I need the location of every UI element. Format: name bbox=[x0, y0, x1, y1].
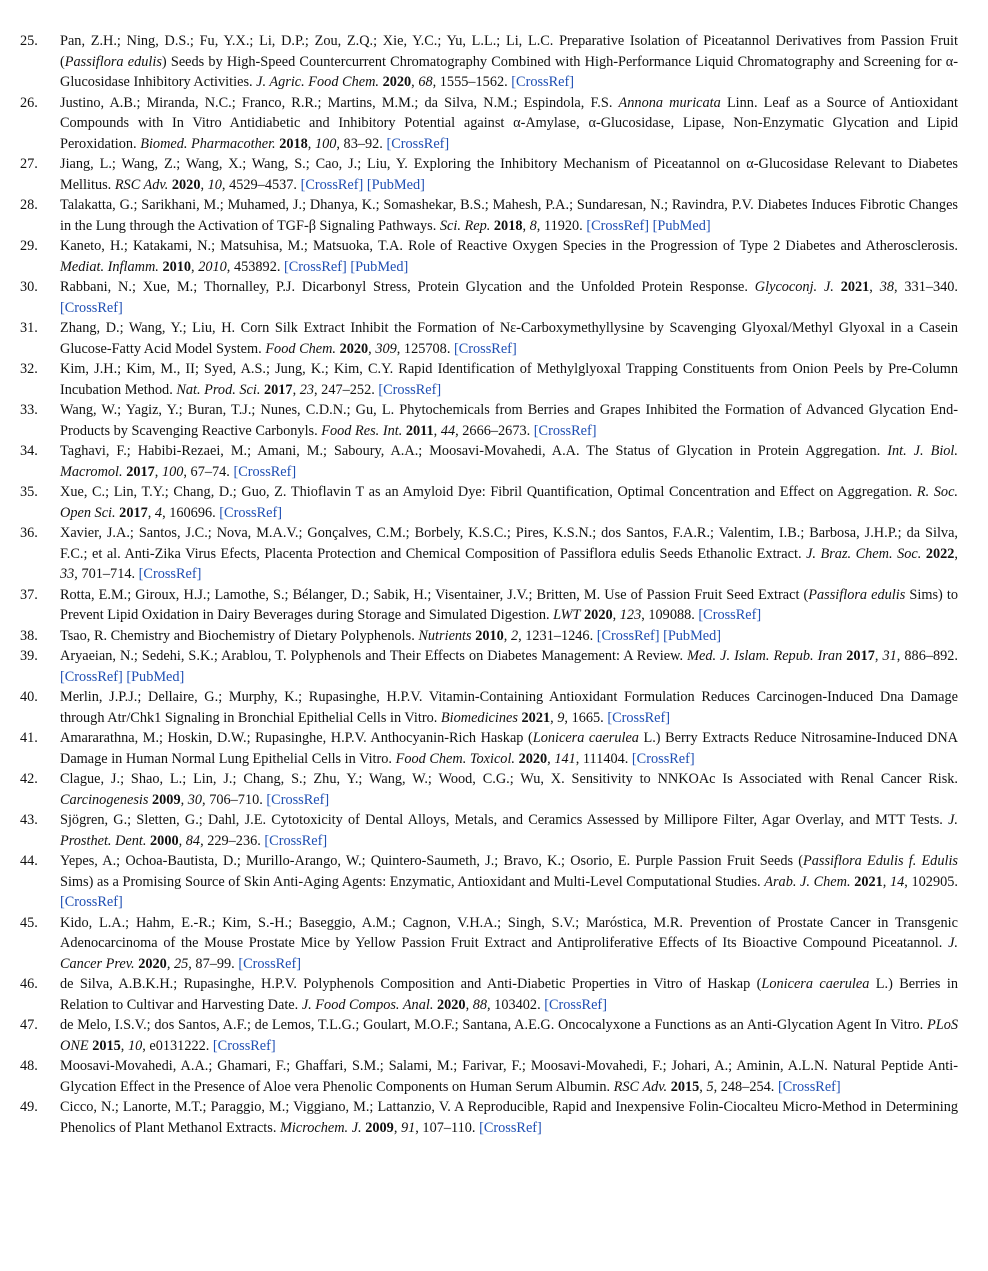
reference-text-segment: Rabbani, N.; Xue, M.; Thornalley, P.J. Dicarbonyl Stress, Protein Glycation and the Unfolded Protein Response. bbox=[60, 279, 755, 295]
reference-text-segment: , bbox=[522, 217, 530, 234]
crossref-link[interactable]: [CrossRef] bbox=[631, 750, 695, 767]
crossref-link[interactable]: [CrossRef] bbox=[283, 258, 347, 275]
reference-entry bbox=[20, 687, 958, 728]
reference-text-segment: , bbox=[180, 791, 188, 808]
reference-list bbox=[20, 31, 958, 1138]
reference-number: 48. bbox=[20, 1058, 38, 1074]
reference-year: 2020 bbox=[382, 74, 412, 90]
reference-number: 26. bbox=[20, 94, 38, 111]
reference-text-segment: , 247–252. bbox=[314, 381, 379, 398]
reference-text-segment: , 107–110. bbox=[415, 1119, 480, 1136]
reference-year: 2018 bbox=[493, 217, 523, 234]
reference-text-segment: , bbox=[465, 996, 473, 1013]
reference-number: 45. bbox=[20, 914, 38, 931]
reference-text-segment: Kim, J.H.; Kim, M., II; Syed, A.S.; Jung, K.; Kim, C.Y. Rapid Identification of Methylglyoxal Trapping Constituents from Onion Peels by Pre-Column Incubation Method. bbox=[60, 361, 958, 398]
reference-italic-text: 88 bbox=[472, 996, 488, 1013]
reference-entry bbox=[20, 236, 958, 277]
reference-text bbox=[60, 279, 958, 316]
reference-entry bbox=[20, 851, 958, 913]
crossref-link[interactable]: [CrossRef] bbox=[511, 74, 575, 90]
crossref-link[interactable]: [CrossRef] bbox=[266, 791, 330, 808]
reference-text-segment bbox=[834, 279, 841, 295]
reference-italic-text: LWT bbox=[553, 607, 581, 623]
reference-italic-text: 30 bbox=[187, 791, 203, 808]
pubmed-link[interactable]: [PubMed] bbox=[652, 217, 711, 234]
reference-text bbox=[60, 320, 958, 357]
pubmed-link[interactable]: [PubMed] bbox=[663, 627, 722, 644]
reference-text bbox=[60, 1017, 958, 1054]
reference-italic-text: 23 bbox=[299, 381, 315, 398]
reference-text-segment: , bbox=[191, 258, 199, 275]
reference-text-segment: Sjögren, G.; Sletten, G.; Dahl, J.E. Cytotoxicity of Dental Alloys, Metals, and Ceramics Assessed by Millipore Filter, Agar Overlay, and MTT Tests. bbox=[60, 812, 949, 828]
reference-text-segment: , 229–236. bbox=[200, 832, 265, 849]
reference-text-segment: , bbox=[433, 422, 441, 439]
reference-entry bbox=[20, 769, 958, 810]
crossref-link[interactable]: [CrossRef] bbox=[233, 463, 297, 480]
reference-italic-text: 91 bbox=[400, 1119, 416, 1136]
reference-text-segment: , 102905. bbox=[904, 873, 958, 890]
reference-text bbox=[60, 525, 958, 582]
reference-text-segment: , 103402. bbox=[487, 996, 545, 1013]
reference-italic-text: J. Food Compos. Anal. bbox=[301, 996, 434, 1013]
reference-number: 36. bbox=[20, 525, 38, 541]
crossref-link[interactable]: [CrossRef] bbox=[698, 607, 762, 623]
reference-text-segment: Kido, L.A.; Hahm, E.-R.; Kim, S.-H.; Baseggio, A.M.; Cagnon, V.H.A.; Singh, S.V.; Maróstica, M.R. Prevention of Prostate Cancer in Transgenic Adenocarcinoma of the Mouse Prostate Mice by Yellow Passion Fruit Extract and Antiproliferative Effects of Its Bioactive Compound Piceatannol. bbox=[60, 914, 958, 951]
reference-year: 2010 bbox=[162, 258, 192, 275]
reference-text-segment: , 2666–2673. bbox=[455, 422, 534, 439]
reference-text-segment: Aryaeian, N.; Sedehi, S.K.; Arablou, T. Polyphenols and Their Effects on Diabetes Management: A Review. bbox=[60, 648, 688, 664]
reference-entry bbox=[20, 318, 958, 359]
reference-text-segment: Pan, Z.H.; Ning, D.S.; Fu, Y.X.; Li, D.P.; Zou, Z.Q.; Xie, Y.C.; Yu, L.L.; Li, L.C. Preparative Isolation of Piceatannol Derivatives from Passion Fruit ( bbox=[60, 33, 958, 70]
reference-number: 41. bbox=[20, 730, 38, 746]
reference-italic-text: 38 bbox=[879, 279, 894, 295]
reference-text bbox=[60, 443, 958, 480]
reference-text-segment: Justino, A.B.; Miranda, N.C.; Franco, R.R.; Martins, M.M.; da Silva, N.M.; Espindola, F.S. bbox=[60, 94, 619, 111]
reference-entry bbox=[20, 359, 958, 400]
reference-italic-text: 14 bbox=[890, 873, 905, 890]
reference-text-segment: , bbox=[292, 381, 300, 398]
reference-entry bbox=[20, 913, 958, 975]
reference-year: 2015 bbox=[92, 1037, 121, 1054]
reference-italic-text: 123 bbox=[619, 607, 642, 623]
reference-entry bbox=[20, 810, 958, 851]
reference-italic-text: 68 bbox=[418, 74, 433, 90]
reference-italic-text: Lonicera caerulea bbox=[761, 976, 870, 992]
reference-entry bbox=[20, 523, 958, 585]
reference-text-segment: , bbox=[882, 873, 890, 890]
reference-italic-text: Microchem. J. bbox=[279, 1119, 362, 1136]
reference-text-segment: Kaneto, H.; Katakami, N.; Matsuhisa, M.; Matsuoka, T.A. Role of Reactive Oxygen Species in the Progression of Type 2 Diabetes and Atherosclerosis. bbox=[60, 238, 958, 254]
reference-text-segment: , 706–710. bbox=[202, 791, 267, 808]
pubmed-link[interactable]: [PubMed] bbox=[366, 176, 425, 193]
reference-text-segment: Moosavi-Movahedi, A.A.; Ghamari, F.; Ghaffari, S.M.; Salami, M.; Farivar, F.; Moosavi-Movahedi, F.; Johari, A.; Aminin, A.L.N. Natural Peptide Anti-Glycation Effect in the Presence of Aloe vera Phenolic Components on Human Serum Albumin. bbox=[60, 1058, 958, 1095]
reference-text-segment: , bbox=[550, 709, 558, 726]
reference-number: 25. bbox=[20, 33, 38, 49]
reference-text-segment: , bbox=[166, 955, 174, 972]
crossref-link[interactable]: [CrossRef] bbox=[533, 422, 597, 439]
reference-text bbox=[60, 484, 958, 521]
reference-number: 44. bbox=[20, 853, 38, 869]
reference-number: 32. bbox=[20, 361, 38, 377]
pubmed-link[interactable]: [PubMed] bbox=[126, 668, 185, 685]
reference-italic-text: Int. J. Biol. Macromol. bbox=[60, 443, 958, 480]
reference-italic-text: Food Res. Int. bbox=[321, 422, 403, 439]
crossref-link[interactable]: [CrossRef] bbox=[596, 627, 660, 644]
reference-text-segment: ) Seeds by High-Speed Countercurrent Chromatography Combined with High-Performance Liquid Chromatography and Screening for α-Glucosidase Inhibitory Activities. bbox=[60, 53, 958, 90]
reference-text-segment: , e0131222. bbox=[142, 1037, 213, 1054]
crossref-link[interactable]: [CrossRef] bbox=[60, 894, 123, 910]
reference-text bbox=[60, 771, 958, 808]
crossref-link[interactable]: [CrossRef] bbox=[300, 176, 364, 193]
reference-year: 2017 bbox=[119, 504, 148, 521]
reference-entry bbox=[20, 646, 958, 687]
reference-italic-text: RSC Adv. bbox=[613, 1078, 668, 1095]
reference-text-segment: , bbox=[954, 545, 958, 562]
reference-text-segment: , 83–92. bbox=[336, 135, 387, 152]
reference-italic-text: Passiflora Edulis f. Edulis bbox=[803, 853, 958, 869]
reference-number: 31. bbox=[20, 320, 38, 336]
reference-year: 2000 bbox=[150, 832, 179, 849]
reference-italic-text: J. Cancer Prev. bbox=[60, 935, 958, 972]
reference-number: 29. bbox=[20, 238, 38, 254]
reference-number: 49. bbox=[20, 1099, 38, 1115]
reference-italic-text: 141 bbox=[554, 750, 576, 767]
reference-text-segment: , bbox=[178, 832, 186, 849]
reference-italic-text: 8 bbox=[529, 217, 537, 234]
reference-text bbox=[60, 976, 958, 1013]
reference-text-segment: , 248–254. bbox=[713, 1078, 778, 1095]
reference-italic-text: 100 bbox=[314, 135, 337, 152]
reference-year: 2017 bbox=[263, 381, 293, 398]
reference-italic-text: Food Chem. bbox=[265, 340, 336, 357]
reference-text-segment: Clague, J.; Shao, L.; Lin, J.; Chang, S.; Zhu, Y.; Wang, W.; Wood, C.G.; Wu, X. Sensitivity to NNKOAc Is Associated with Renal Cancer Risk. bbox=[60, 771, 958, 787]
reference-italic-text: Arab. J. Chem. bbox=[764, 873, 851, 890]
reference-italic-text: Biomedicines bbox=[440, 709, 518, 726]
reference-italic-text: J. Agric. Food Chem. bbox=[256, 74, 379, 90]
crossref-link[interactable]: [CrossRef] bbox=[479, 1119, 542, 1136]
crossref-link[interactable]: [CrossRef] bbox=[238, 955, 302, 972]
reference-text-segment: , bbox=[699, 1078, 707, 1095]
reference-text-segment: , bbox=[200, 176, 208, 193]
reference-year: 2021 bbox=[840, 279, 870, 295]
reference-text-segment: , bbox=[869, 279, 880, 295]
reference-number: 34. bbox=[20, 443, 38, 459]
reference-italic-text: Lonicera caerulea bbox=[532, 730, 639, 746]
reference-italic-text: 84 bbox=[185, 832, 201, 849]
reference-text bbox=[60, 1058, 958, 1095]
reference-text-segment: Xue, C.; Lin, T.Y.; Chang, D.; Guo, Z. Thioflavin T as an Amyloid Dye: Fibril Quantification, Optimal Concentration and Effect on Aggregation. bbox=[60, 484, 917, 500]
reference-text bbox=[60, 33, 958, 90]
reference-entry bbox=[20, 31, 958, 93]
reference-year: 2021 bbox=[521, 709, 551, 726]
crossref-link[interactable]: [CrossRef] bbox=[264, 832, 328, 849]
crossref-link[interactable]: [CrossRef] bbox=[219, 504, 283, 521]
reference-text-segment: Sims) as a Promising Source of Skin Anti-Aging Agents: Enzymatic, Antioxidant and Multi-Level Computational Studies. bbox=[60, 873, 765, 890]
reference-text-segment: Wang, W.; Yagiz, Y.; Buran, T.J.; Nunes, C.D.N.; Gu, L. Phytochemicals from Berries and Grapes Inhibited the Formation of Advanced Glycation End-Products by Scavenging Reactive Carbonyls. bbox=[60, 402, 958, 439]
reference-text-segment: , bbox=[120, 1037, 128, 1054]
reference-text-segment: Rotta, E.M.; Giroux, H.J.; Lamothe, S.; Bélanger, D.; Sabik, H.; Visentainer, J.V.; Britten, M. Use of Passion Fruit Seed Extract ( bbox=[60, 586, 809, 603]
reference-text-segment: , 886–892. bbox=[896, 648, 959, 664]
reference-number: 43. bbox=[20, 812, 38, 828]
reference-year: 2018 bbox=[279, 135, 308, 152]
reference-text bbox=[60, 915, 958, 972]
reference-italic-text: 2010 bbox=[198, 258, 227, 275]
reference-text-segment: Zhang, D.; Wang, Y.; Liu, H. Corn Silk Extract Inhibit the Formation of Nε-Carboxymethyllysine by Scavenging Glyoxal/Methyl Glyoxal in a Casein Glucose-Fatty Acid Model System. bbox=[60, 320, 958, 357]
crossref-link[interactable]: [CrossRef] bbox=[138, 566, 202, 582]
reference-text bbox=[60, 648, 958, 685]
reference-text bbox=[60, 361, 958, 398]
reference-text bbox=[60, 1099, 958, 1136]
reference-text-segment: de Silva, A.B.K.H.; Rupasinghe, H.P.V. Polyphenols Composition and Anti-Diabetic Properties in Vitro of Haskap ( bbox=[60, 976, 762, 992]
reference-year: 2010 bbox=[475, 627, 504, 644]
reference-text bbox=[60, 156, 958, 193]
reference-number: 33. bbox=[20, 402, 38, 418]
reference-text-segment: L.) Berry Extracts Reduce Nitrosamine-Induced DNA Damage in Human Normal Lung Epithelial Cells in Vitro. bbox=[60, 730, 958, 767]
reference-text-segment: Amararathna, M.; Hoskin, D.W.; Rupasinghe, H.P.V. Anthocyanin-Rich Haskap ( bbox=[60, 730, 533, 746]
reference-number: 35. bbox=[20, 484, 38, 500]
reference-italic-text: Annona muricata bbox=[618, 94, 721, 111]
reference-italic-text: Glycoconj. J. bbox=[754, 279, 834, 295]
reference-text-segment: , bbox=[307, 135, 315, 152]
reference-text-segment: , bbox=[874, 648, 883, 664]
reference-italic-text: RSC Adv. bbox=[114, 176, 169, 193]
crossref-link[interactable]: [CrossRef] bbox=[586, 217, 650, 234]
reference-text bbox=[60, 628, 721, 644]
reference-year: 2020 bbox=[138, 955, 167, 972]
crossref-link[interactable]: [CrossRef] bbox=[60, 668, 123, 685]
reference-italic-text: 2 bbox=[510, 627, 519, 644]
reference-number: 27. bbox=[20, 156, 38, 172]
reference-year: 2009 bbox=[365, 1119, 394, 1136]
reference-text-segment: Linn. Leaf as a Source of Antioxidant Compounds with In Vitro Antidiabetic and Inhibitory Potential against α-Amylase, α-Glucosidase, Lipase, Non-Enzymatic Glycation and Lipid Peroxidation. bbox=[60, 94, 958, 152]
reference-text-segment: Talakatta, G.; Sarikhani, M.; Muhamed, J.; Dhanya, K.; Somashekar, B.S.; Mahesh, P.A.; Sundaresan, N.; Ravindra, P.V. Diabetes Induces Fibrotic Changes in the Lung through the Activation of TGF-β Signaling Pathways. bbox=[60, 197, 958, 234]
reference-italic-text: R. Soc. Open Sci. bbox=[60, 484, 958, 521]
reference-year: 2020 bbox=[518, 750, 548, 767]
reference-text-segment: , 4529–4537. bbox=[221, 176, 301, 193]
reference-text bbox=[60, 730, 958, 767]
reference-text-segment: , 109088. bbox=[641, 607, 699, 623]
reference-italic-text: 10 bbox=[127, 1037, 143, 1054]
reference-text-segment: , 160696. bbox=[162, 504, 220, 521]
reference-text-segment: , 11920. bbox=[536, 217, 587, 234]
reference-text-segment: , 1555–1562. bbox=[432, 74, 512, 90]
reference-number: 46. bbox=[20, 976, 38, 992]
reference-text-segment: , 701–714. bbox=[74, 566, 139, 582]
reference-entry bbox=[20, 1097, 958, 1138]
reference-number: 42. bbox=[20, 771, 38, 787]
reference-text bbox=[60, 812, 958, 849]
reference-text-segment: , 67–74. bbox=[183, 463, 234, 480]
reference-year: 2022 bbox=[925, 545, 955, 562]
reference-number: 38. bbox=[20, 627, 38, 644]
reference-entry bbox=[20, 93, 958, 155]
crossref-link[interactable]: [CrossRef] bbox=[453, 340, 517, 357]
crossref-link[interactable]: [CrossRef] bbox=[607, 709, 671, 726]
reference-text-segment: Xavier, J.A.; Santos, J.C.; Nova, M.A.V.; Gonçalves, C.M.; Borbely, K.S.C.; Pires, K.S.N.; dos Santos, F.A.R.; Valentim, I.B.; Barbosa, J.H.P.; da Silva, F.C.; et al. Anti-Zika Virus Efects, Placenta Protection and Chemical Composition of Passiflora edulis Seeds Ethanolic Extract. bbox=[60, 525, 958, 562]
reference-entry bbox=[20, 1015, 958, 1056]
reference-text bbox=[60, 853, 958, 910]
reference-italic-text: J. Prosthet. Dent. bbox=[60, 812, 958, 849]
reference-text-segment: , 125708. bbox=[396, 340, 454, 357]
reference-italic-text: Sci. Rep. bbox=[439, 217, 491, 234]
reference-text-segment: Merlin, J.P.J.; Dellaire, G.; Murphy, K.; Rupasinghe, H.P.V. Vitamin-Containing Antioxidant Formulation Reduces Carcinogen-Induced Dna Damage through Atr/Chk1 Signaling in Bronchial Epithelial Cells in Vitro. bbox=[60, 689, 958, 726]
reference-text bbox=[60, 587, 958, 624]
reference-entry bbox=[20, 277, 958, 318]
crossref-link[interactable]: [CrossRef] bbox=[777, 1078, 841, 1095]
reference-italic-text: 10 bbox=[207, 176, 222, 193]
reference-italic-text: Med. J. Islam. Repub. Iran bbox=[687, 648, 843, 664]
reference-text-segment: Jiang, L.; Wang, Z.; Wang, X.; Wang, S.; Cao, J.; Liu, Y. Exploring the Inhibitory Mechanism of Piceatannol on α-Glucosidase Relevant to Diabetes Mellitus. bbox=[60, 156, 958, 193]
reference-entry bbox=[20, 1056, 958, 1097]
reference-text bbox=[60, 238, 958, 275]
reference-text-segment: , bbox=[393, 1119, 401, 1136]
reference-year: 2020 bbox=[339, 340, 369, 357]
reference-entry bbox=[20, 400, 958, 441]
reference-year: 2020 bbox=[436, 996, 466, 1013]
reference-year: 2015 bbox=[670, 1078, 700, 1095]
reference-italic-text: Mediat. Inflamm. bbox=[60, 258, 159, 275]
reference-entry bbox=[20, 195, 958, 236]
reference-text-segment: Sims) to Prevent Lipid Oxidation in Dairy Beverages during Storage and Simulated Digestion. bbox=[60, 586, 958, 623]
reference-entry bbox=[20, 482, 958, 523]
reference-italic-text: 309 bbox=[375, 340, 397, 357]
reference-italic-text: Passiflora edulis bbox=[64, 53, 162, 70]
reference-italic-text: Food Chem. Toxicol. bbox=[395, 750, 515, 767]
reference-text-segment: , 111404. bbox=[575, 750, 632, 767]
reference-italic-text: J. Braz. Chem. Soc. bbox=[806, 545, 922, 562]
crossref-link[interactable]: [CrossRef] bbox=[60, 299, 123, 316]
reference-text-segment: de Melo, I.S.V.; dos Santos, A.F.; de Lemos, T.L.G.; Goulart, M.O.F.; Santana, A.E.G. Oncocalyxone a Functions as an Anti-Glycation Agent In Vitro. bbox=[60, 1017, 928, 1033]
reference-year: 2021 bbox=[854, 873, 883, 890]
reference-number: 28. bbox=[20, 197, 38, 213]
reference-italic-text: PLoS ONE bbox=[60, 1017, 958, 1054]
reference-italic-text: Biomed. Pharmacother. bbox=[140, 135, 276, 152]
reference-text-segment: , bbox=[154, 463, 162, 480]
reference-text-segment: , 1231–1246. bbox=[518, 627, 597, 644]
reference-number: 30. bbox=[20, 279, 38, 295]
reference-text-segment: Cicco, N.; Lanorte, M.T.; Paraggio, M.; Viggiano, M.; Lattanzio, V. A Reproducible, Rapid and Inexpensive Folin-Ciocalteu Micro-Method in Determining Phenolics of Plant Methanol Extracts. bbox=[60, 1099, 958, 1136]
reference-number: 37. bbox=[20, 586, 38, 603]
reference-year: 2017 bbox=[846, 648, 875, 664]
reference-text-segment: , bbox=[503, 627, 511, 644]
reference-text-segment: , bbox=[612, 607, 620, 623]
reference-italic-text: Nutrients bbox=[418, 627, 472, 644]
reference-italic-text: 44 bbox=[440, 422, 456, 439]
reference-entry bbox=[20, 585, 958, 626]
reference-italic-text: Carcinogenesis bbox=[60, 791, 149, 808]
reference-text bbox=[60, 95, 958, 152]
reference-entry bbox=[20, 154, 958, 195]
reference-number: 47. bbox=[20, 1017, 38, 1033]
reference-italic-text: 25 bbox=[173, 955, 189, 972]
reference-italic-text: 9 bbox=[557, 709, 565, 726]
reference-number: 40. bbox=[20, 689, 38, 705]
reference-year: 2011 bbox=[405, 422, 434, 439]
reference-entry bbox=[20, 626, 958, 647]
crossref-link[interactable]: [CrossRef] bbox=[544, 996, 607, 1013]
reference-year: 2020 bbox=[171, 176, 201, 193]
reference-text-segment: Taghavi, F.; Habibi-Rezaei, M.; Amani, M.; Saboury, A.A.; Moosavi-Movahedi, A.A. The Status of Glycation in Protein Aggregation. bbox=[60, 443, 888, 459]
crossref-link[interactable]: [CrossRef] bbox=[212, 1037, 276, 1054]
reference-year: 2020 bbox=[584, 607, 613, 623]
pubmed-link[interactable]: [PubMed] bbox=[350, 258, 409, 275]
reference-text-segment: Tsao, R. Chemistry and Biochemistry of Dietary Polyphenols. bbox=[60, 627, 419, 644]
reference-italic-text: 33 bbox=[60, 566, 75, 582]
reference-text-segment: , 331–340. bbox=[894, 279, 959, 295]
reference-text-segment: L.) Berries in Relation to Cultivar and Harvesting Date. bbox=[60, 976, 958, 1013]
reference-italic-text: 31 bbox=[882, 648, 897, 664]
reference-italic-text: 4 bbox=[154, 504, 163, 521]
reference-text-segment: Yepes, A.; Ochoa-Bautista, D.; Murillo-Arango, W.; Quintero-Saumeth, J.; Bravo, K.; Osorio, E. Purple Passion Fruit Seeds ( bbox=[60, 853, 804, 869]
reference-italic-text: Nat. Prod. Sci. bbox=[176, 381, 261, 398]
reference-text-segment: , bbox=[411, 74, 419, 90]
reference-entry bbox=[20, 728, 958, 769]
reference-text-segment: , bbox=[147, 504, 155, 521]
crossref-link[interactable]: [CrossRef] bbox=[378, 381, 442, 398]
reference-text-segment: , bbox=[368, 340, 376, 357]
reference-text bbox=[60, 689, 958, 726]
crossref-link[interactable]: [CrossRef] bbox=[386, 135, 450, 152]
reference-entry bbox=[20, 441, 958, 482]
reference-text-segment: , 453892. bbox=[226, 258, 284, 275]
reference-text bbox=[60, 197, 958, 234]
reference-italic-text: Passiflora edulis bbox=[808, 586, 906, 603]
reference-year: 2017 bbox=[126, 463, 155, 480]
reference-number: 39. bbox=[20, 648, 38, 664]
reference-text-segment: , 1665. bbox=[564, 709, 608, 726]
reference-text-segment: , 87–99. bbox=[188, 955, 239, 972]
reference-text bbox=[60, 402, 958, 439]
reference-italic-text: 5 bbox=[706, 1078, 714, 1095]
reference-entry bbox=[20, 974, 958, 1015]
reference-italic-text: 100 bbox=[161, 463, 184, 480]
reference-year: 2009 bbox=[152, 791, 181, 808]
reference-text-segment: , bbox=[547, 750, 555, 767]
